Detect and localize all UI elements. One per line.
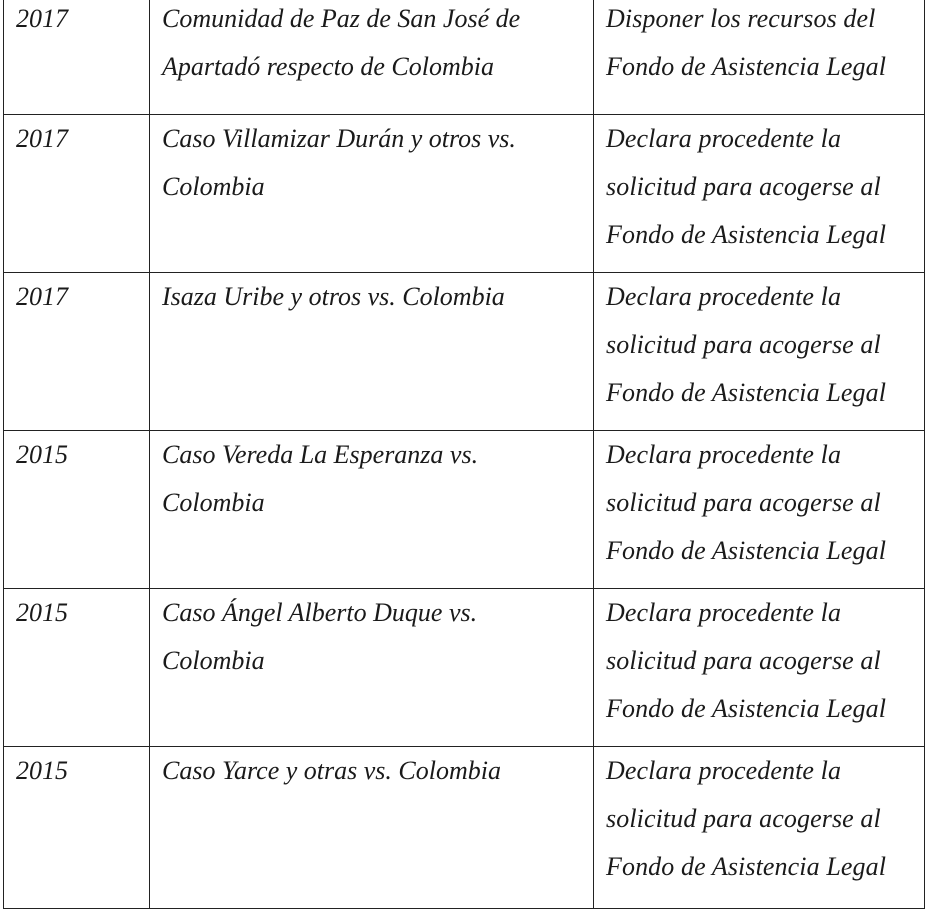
table-row <box>4 589 925 747</box>
case-cell: Caso Yarce y otras vs. Colombia <box>150 747 594 909</box>
table-row <box>4 0 925 115</box>
case-cell: Caso Villamizar Durán y otros vs. Colombia <box>150 115 594 273</box>
resolution-cell: Declara procedente la solicitud para acogerse al Fondo de Asistencia Legal <box>594 431 925 589</box>
case-cell: Caso Vereda La Esperanza vs. Colombia <box>150 431 594 589</box>
case-cell: Isaza Uribe y otros vs. Colombia <box>150 273 594 431</box>
resolution-cell: Declara procedente la solicitud para acogerse al Fondo de Asistencia Legal <box>594 273 925 431</box>
resolution-cell: Declara procedente la solicitud para acogerse al Fondo de Asistencia Legal <box>594 589 925 747</box>
table-row <box>4 273 925 431</box>
cases-table <box>3 0 925 909</box>
case-cell: Caso Ángel Alberto Duque vs. Colombia <box>150 589 594 747</box>
table-row <box>4 747 925 909</box>
resolution-cell: Declara procedente la solicitud para acogerse al Fondo de Asistencia Legal <box>594 747 925 909</box>
year-cell: 2017 <box>4 273 150 431</box>
year-cell: 2015 <box>4 747 150 909</box>
year-cell: 2017 <box>4 115 150 273</box>
case-cell: Comunidad de Paz de San José de Apartadó respecto de Colombia <box>150 0 594 115</box>
resolution-cell: Disponer los recursos del Fondo de Asistencia Legal <box>594 0 925 115</box>
year-cell: 2015 <box>4 589 150 747</box>
year-cell: 2017 <box>4 0 150 115</box>
table-row <box>4 115 925 273</box>
resolution-cell: Declara procedente la solicitud para acogerse al Fondo de Asistencia Legal <box>594 115 925 273</box>
year-cell: 2015 <box>4 431 150 589</box>
table-row <box>4 431 925 589</box>
